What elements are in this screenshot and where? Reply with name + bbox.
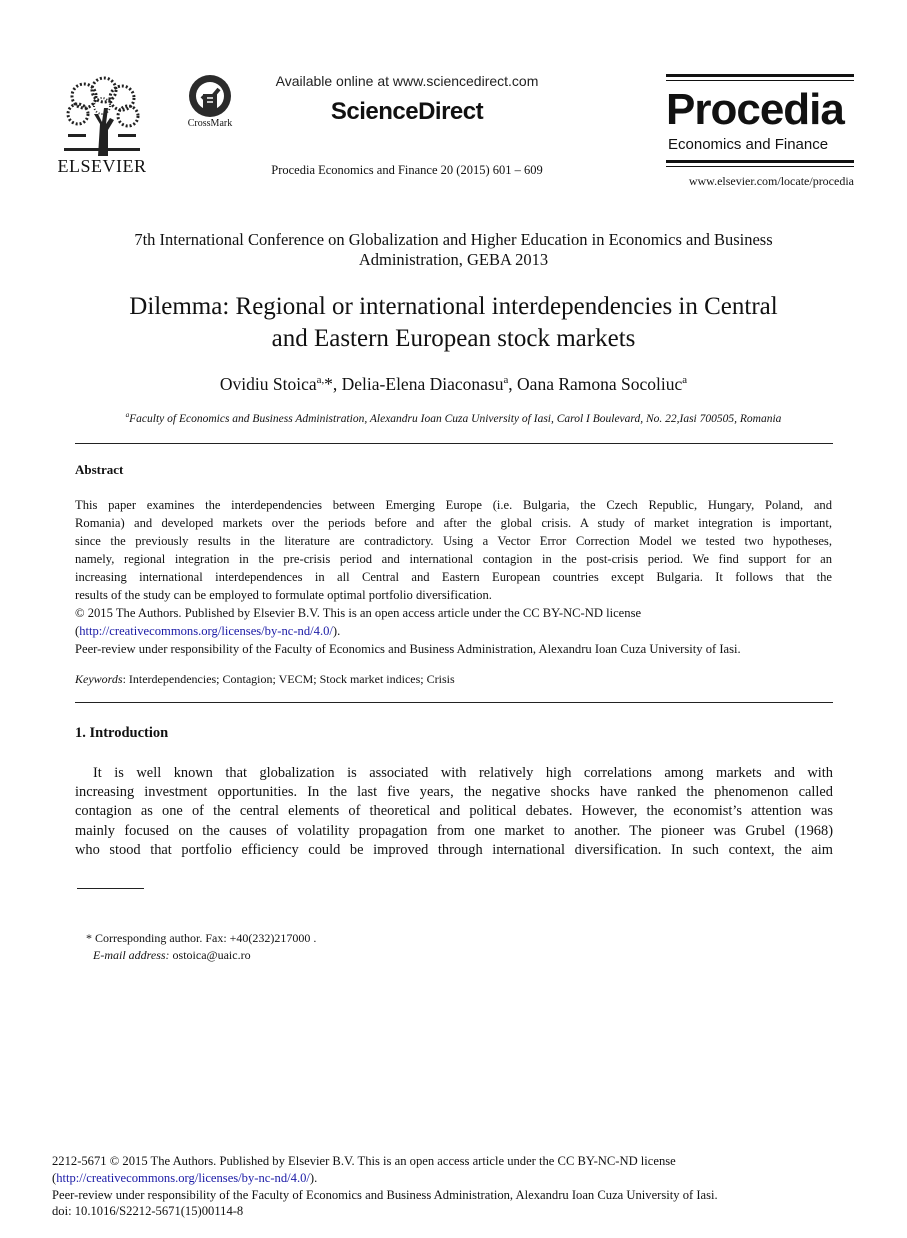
crossmark-logo[interactable] xyxy=(180,74,240,134)
footer-doi[interactable]: doi: 10.1016/S2212-5671(15)00114-8 xyxy=(52,1204,244,1219)
author-name: Ovidiu Stoica xyxy=(219,374,317,394)
title-line-2: and Eastern European stock markets xyxy=(271,325,636,352)
abstract-divider xyxy=(75,702,833,703)
journal-url[interactable]: www.elsevier.com/locate/procedia xyxy=(688,174,854,188)
introduction-line: who stood that portfolio efficiency could be improved through international diversification. In such context, the aim xyxy=(75,841,833,858)
introduction-line: contagion as one of the central elements of theoretical and political debates. However, the economist’s attention was xyxy=(75,803,833,820)
email-label: E-mail address: xyxy=(93,947,170,962)
crossmark-icon xyxy=(188,74,232,118)
procedia-title: Procedia xyxy=(666,85,844,134)
footer-copyright: 2212-5671 © 2015 The Authors. Published by Elsevier B.V. This is an open access article under the CC BY-NC-ND license xyxy=(52,1154,676,1168)
available-online: Available online at www.sciencedirect.com xyxy=(275,73,539,89)
author-name: Delia-Elena Diaconasu xyxy=(341,374,504,394)
author-affiliation-mark: a, xyxy=(316,374,325,387)
author-affiliation-mark: a xyxy=(503,374,509,387)
authors: Ovidiu Stoica$^{a,}$*, Delia-Elena Diaconasu$^a$, Oana Ramona Socoliuc$^a$ xyxy=(219,374,688,394)
introduction-body xyxy=(75,764,833,860)
conference-name xyxy=(40,230,867,270)
abstract-line: Romania) and developed markets over the periods before and after the global crisis. A study of market integration is important, xyxy=(75,516,832,530)
elsevier-tree-icon xyxy=(54,74,150,160)
abstract-heading: Abstract xyxy=(75,462,124,477)
footer-license-link[interactable]: http://creativecommons.org/licenses/by-nc-nd/4.0/ xyxy=(56,1170,310,1185)
affiliation-mark: a xyxy=(125,411,130,420)
license-link[interactable]: http://creativecommons.org/licenses/by-nc-nd/4.0/ xyxy=(79,624,333,638)
header-divider xyxy=(75,443,833,444)
introduction-line-text: It is well known that globalization is associated with relatively high correlations among markets and with xyxy=(93,765,833,781)
procedia-bottom-rule-thin xyxy=(666,166,854,167)
elsevier-wordmark: ELSEVIER xyxy=(57,156,147,176)
section-heading-introduction: 1. Introduction xyxy=(75,725,169,741)
abstract-line: namely, regional integration in the pre-crisis period and international contagion in the post-crisis period. We find support for an xyxy=(75,552,832,566)
abstract-line: increasing international interdependences in all Central and Eastern European countries except Bulgaria. It follows that the xyxy=(75,570,832,584)
peer-review-statement: Peer-review under responsibility of the Faculty of Economics and Business Administration, Alexandru Ioan Cuza University of Iasi. xyxy=(75,642,741,656)
footnote xyxy=(86,930,316,963)
conference-line-1: 7th International Conference on Globalization and Higher Education in Economics and Business xyxy=(134,230,773,249)
procedia-brand xyxy=(666,74,854,194)
journal-citation: Procedia Economics and Finance 20 (2015) 601 – 609 xyxy=(271,163,543,177)
email-note xyxy=(86,947,316,964)
procedia-top-rule-thin xyxy=(666,80,854,81)
affiliation xyxy=(40,413,867,425)
procedia-bottom-rule xyxy=(666,160,854,163)
license-line: (http://creativecommons.org/licenses/by-nc-nd/4.0/). xyxy=(75,624,341,638)
introduction-line: mainly focused on the causes of volatility propagation from one market to another. The pioneer was Grubel (1968) xyxy=(75,822,833,839)
footer-license-line: (http://creativecommons.org/licenses/by-nc-nd/4.0/). xyxy=(52,1170,318,1185)
keywords-text: : Interdependencies; Contagion; VECM; Stock market indices; Crisis xyxy=(122,672,455,686)
abstract-line: since the previously results in the literature are contradictory. Using a Vector Error Correction Model we tested two hypotheses, xyxy=(75,534,832,548)
footer-peer-review: Peer-review under responsibility of the Faculty of Economics and Business Administration, Alexandru Ioan Cuza University of Iasi. xyxy=(52,1187,718,1202)
affiliation-text: Faculty of Economics and Business Administration, Alexandru Ioan Cuza University of Iasi, Carol I Boulevard, No. 22,Iasi 700505, Romania xyxy=(129,413,782,425)
abstract-body xyxy=(75,496,832,658)
sciencedirect-wordmark[interactable]: ScienceDirect xyxy=(330,98,484,125)
introduction-line: increasing investment opportunities. In the last five years, the negative shocks have ranked the phenomenon called xyxy=(75,784,833,801)
corresponding-author-mark: * xyxy=(324,374,333,394)
paper-title xyxy=(40,291,867,355)
introduction-line xyxy=(75,764,833,783)
procedia-top-rule xyxy=(666,74,854,77)
footnote-divider xyxy=(77,888,144,889)
author-name: Oana Ramona Socoliuc xyxy=(517,374,683,394)
title-line-1: Dilemma: Regional or international interdependencies in Central xyxy=(129,293,778,320)
copyright-text: © 2015 The Authors. Published by Elsevier B.V. This is an open access article under the CC BY-NC-ND license xyxy=(75,606,642,620)
abstract-line: results of the study can be employed to formulate optimal portfolio diversification. xyxy=(75,588,492,602)
keywords xyxy=(75,672,455,687)
copyright-line xyxy=(75,604,832,622)
corresponding-author-note: * Corresponding author. Fax: +40(232)217000 . xyxy=(86,931,317,945)
keywords-label: Keywords xyxy=(75,672,123,686)
procedia-subtitle: Economics and Finance xyxy=(668,136,829,153)
conference-line-2: Administration, GEBA 2013 xyxy=(358,250,549,269)
author-affiliation-mark: a xyxy=(682,374,688,387)
abstract-line: This paper examines the interdependencies between Emerging Europe (i.e. Bulgaria, the Czech Republic, Hungary, Poland, and xyxy=(75,498,832,512)
elsevier-logo xyxy=(54,74,150,178)
email-address[interactable]: ostoica@uaic.ro xyxy=(172,947,251,962)
crossmark-label: CrossMark xyxy=(187,118,233,129)
page-footer xyxy=(52,1153,852,1220)
